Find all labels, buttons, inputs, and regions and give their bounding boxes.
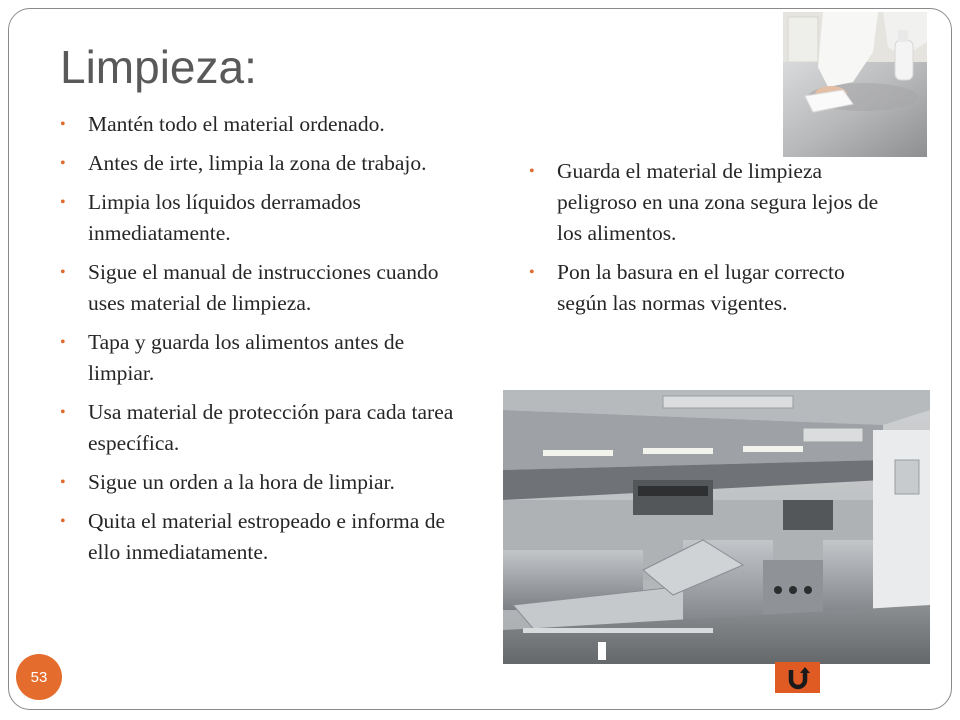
bullet-icon: • — [60, 116, 66, 133]
list-item — [60, 187, 470, 249]
list-item — [60, 257, 470, 319]
list-item — [60, 467, 470, 498]
list-item — [60, 109, 470, 140]
bullet-icon: • — [60, 264, 66, 281]
bullet-icon: • — [529, 163, 535, 180]
bullet-icon: • — [60, 334, 66, 351]
bullet-text: Sigue un orden a la hora de limpiar. — [88, 470, 395, 494]
bullet-text: Antes de irte, limpia la zona de trabajo. — [88, 151, 427, 175]
page-number-badge: 53 — [16, 654, 62, 700]
slide-title: Limpieza: — [60, 41, 257, 93]
list-item — [60, 327, 470, 389]
chef-wiping-counter-photo — [783, 12, 927, 157]
bullet-icon: • — [60, 474, 66, 491]
bullet-icon: • — [60, 194, 66, 211]
bullet-text: Mantén todo el material ordenado. — [88, 112, 385, 136]
return-button[interactable] — [775, 662, 820, 693]
list-item — [529, 156, 889, 249]
bullet-text: Usa material de protección para cada tarea específica. — [88, 400, 454, 455]
bullet-text: Limpia los líquidos derramados inmediatamente. — [88, 190, 361, 245]
bullet-text: Guarda el material de limpieza peligroso en una zona segura lejos de los alimentos. — [557, 159, 879, 245]
list-item — [60, 506, 470, 568]
bullet-icon: • — [60, 513, 66, 530]
bullet-icon: • — [60, 155, 66, 172]
bullet-text: Quita el material estropeado e informa de ello inmediatamente. — [88, 509, 445, 564]
bullet-icon: • — [60, 404, 66, 421]
bullet-text: Pon la basura en el lugar correcto según las normas vigentes. — [557, 260, 845, 315]
bullet-icon: • — [529, 264, 535, 281]
return-u-turn-icon — [785, 666, 811, 690]
list-item — [60, 397, 470, 459]
commercial-kitchen-photo — [503, 390, 930, 664]
list-item — [60, 148, 470, 179]
list-item — [529, 257, 889, 319]
bullet-text: Tapa y guarda los alimentos antes de limpiar. — [88, 330, 405, 385]
bullet-text: Sigue el manual de instrucciones cuando uses material de limpieza. — [88, 260, 439, 315]
right-bullet-list — [529, 156, 889, 327]
left-bullet-list — [60, 109, 470, 576]
